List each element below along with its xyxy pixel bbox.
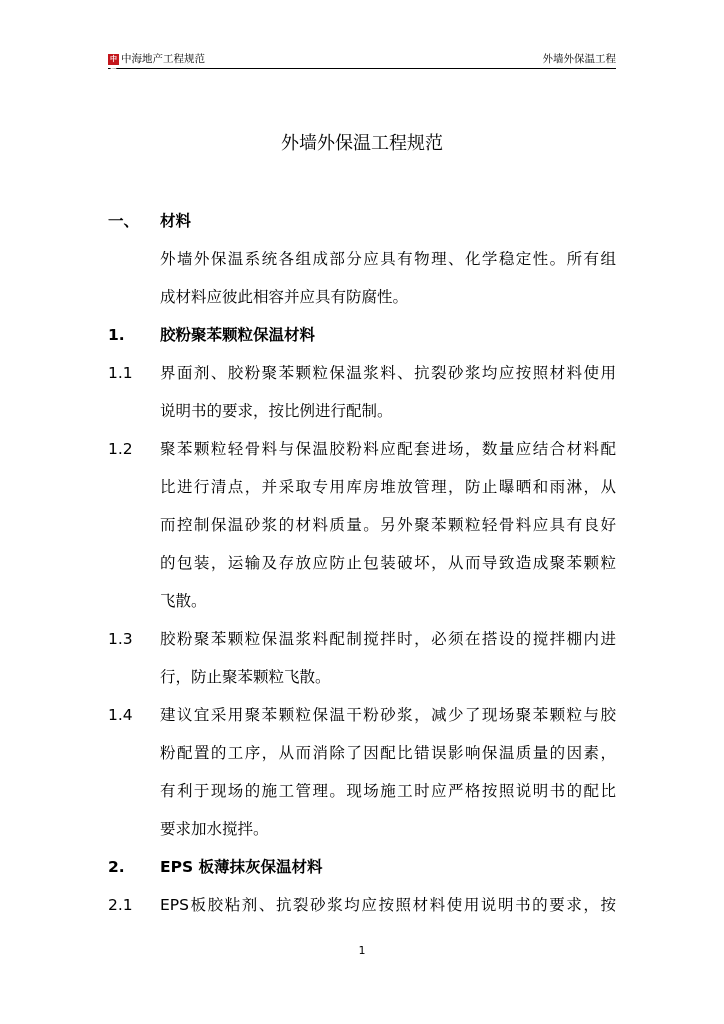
subsection-number: 2. [108,858,125,876]
clause-text: 的包装，运输及存放应防止包装破坏，从而导致造成聚苯颗粒 [160,554,616,572]
clause-text: EPS板胶粘剂、抗裂砂浆均应按照材料使用说明书的要求，按 [160,896,616,914]
clause-text: 比进行清点，并采取专用库房堆放管理，防止曝晒和雨淋，从 [160,478,616,496]
clause-number: 1.2 [108,440,133,458]
clause-text: 建议宜采用聚苯颗粒保温干粉砂浆，减少了现场聚苯颗粒与胶 [160,706,616,724]
clause-text: 说明书的要求，按比例进行配制。 [160,402,393,420]
clause-number: 1.4 [108,706,133,724]
subsection-number: 1. [108,326,125,344]
page-number: 1 [358,944,366,957]
document-title: 外墙外保温工程规范 [281,133,443,154]
clause-text: 胶粉聚苯颗粒保温浆料配制搅拌时，必须在搭设的搅拌棚内进 [160,630,616,648]
section-number: 一、 [108,212,140,230]
subsection-title: 胶粉聚苯颗粒保温材料 [160,326,316,344]
clause-number: 2.1 [108,896,133,914]
clause-text: 界面剂、胶粉聚苯颗粒保温浆料、抗裂砂浆均应按照材料使用 [160,364,616,382]
clause-text: 要求加水搅拌。 [160,820,269,838]
company-logo-icon: 中海 [110,55,117,74]
clause-text: 飞散。 [160,592,207,610]
page-header [108,52,616,74]
subsection-title: EPS 板薄抹灰保温材料 [160,858,323,876]
clause-text: 而控制保温砂浆的材料质量。另外聚苯颗粒轻骨料应具有良好 [160,516,616,534]
section-heading: 材料 [160,212,192,230]
clause-text: 粉配置的工序，从而消除了因配比错误影响保温质量的因素， [160,744,616,762]
clause-text: 聚苯颗粒轻骨料与保温胶粉料应配套进场，数量应结合材料配 [160,440,616,458]
clause-text: 行，防止聚苯颗粒飞散。 [160,668,331,686]
clause-text: 有利于现场的施工管理。现场施工时应严格按照说明书的配比 [160,782,616,800]
clause-number: 1.3 [108,630,133,648]
paragraph-text: 外墙外保温系统各组成部分应具有物理、化学稳定性。所有组 [160,250,616,268]
header-company-spec: 中海地产工程规范 [121,53,205,65]
header-left [108,52,205,74]
clause-number: 1.1 [108,364,133,382]
paragraph-text: 成材料应彼此相容并应具有防腐性。 [160,288,409,306]
header-doc-name: 外墙外保温工程 [542,53,616,65]
